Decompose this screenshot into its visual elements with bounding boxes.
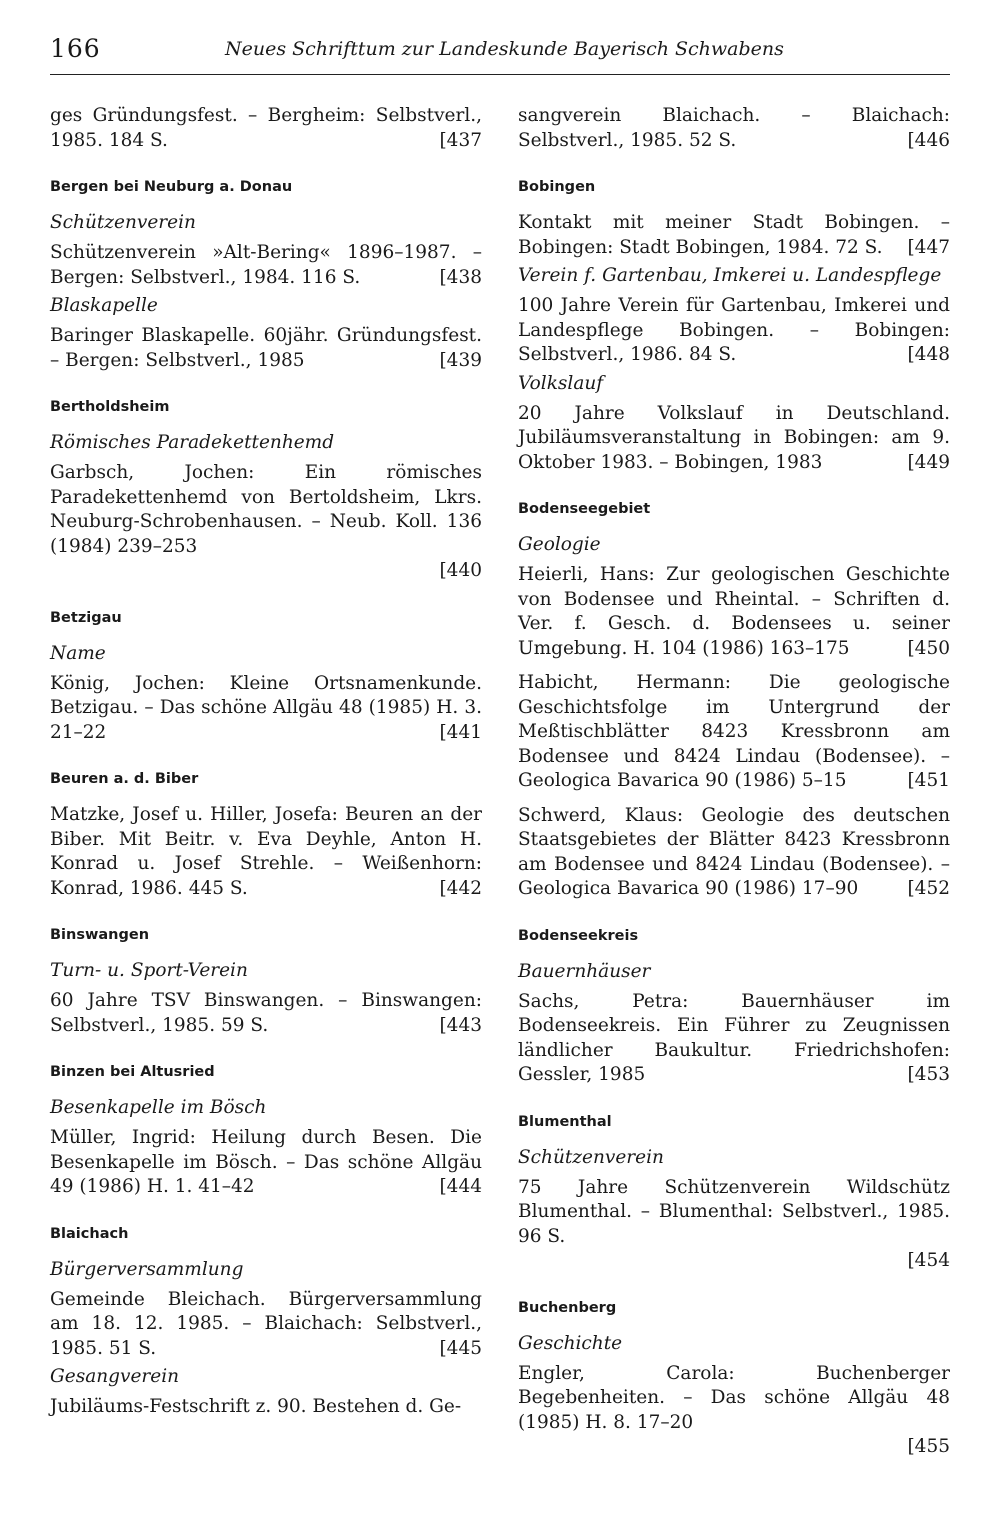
- entry-text: Jubiläums-Festschrift z. 90. Bestehen d. Ge-: [50, 1396, 462, 1417]
- bib-entry-437: [50, 104, 482, 153]
- entry-text: Schwerd, Klaus: Geologie des deutschen Staatsgebietes der Blätter 8423 Kressbronn am Bodensee und 8424 Lindau (Bodensee). – Geologica Bavarica 90 (1986) 17–90: [518, 804, 950, 899]
- entry-number: [437: [439, 129, 482, 151]
- entry-number: [444: [439, 1176, 482, 1197]
- subject-heading: Bürgerversammlung: [50, 1258, 244, 1280]
- bib-entry-453: [518, 990, 950, 1088]
- entry-number: [443: [439, 1014, 482, 1036]
- entry-text: 100 Jahre Verein für Gartenbau, Imkerei und Landespflege Bobingen. – Bobingen: Selbstverl., 1986. 84 S.: [518, 295, 950, 365]
- entry-text: Sachs, Petra: Bauernhäuser im Bodenseekreis. Ein Führer zu Zeugnissen ländlicher Baukultur. Friedrichshofen: Gessler, 1985: [518, 990, 950, 1085]
- place-heading: Blumenthal: [518, 1113, 612, 1130]
- bib-entry-442: [50, 803, 482, 901]
- entry-number: [455: [907, 1436, 950, 1457]
- subject-heading: Name: [50, 642, 106, 664]
- bib-entry-441: [50, 672, 482, 746]
- place-heading: Bobingen: [518, 179, 596, 195]
- left-column: [50, 104, 482, 1420]
- place-heading: Buchenberg: [518, 1299, 617, 1316]
- entry-number: [453: [907, 1064, 950, 1085]
- place-heading: Betzigau: [50, 609, 122, 626]
- subject-heading: Geologie: [518, 534, 601, 555]
- bib-entry-439: [50, 324, 482, 373]
- subject-heading: Turn- u. Sport-Verein: [50, 960, 248, 981]
- entry-text: Matzke, Josef u. Hiller, Josefa: Beuren an der Biber. Mit Beitr. v. Eva Deyhle, Anton H. Konrad u. Josef Strehle. – Weißenhorn: Konrad, 1986. 445 S.: [50, 804, 482, 899]
- bib-entry-446-end: [518, 104, 950, 153]
- page-number: 166: [50, 34, 101, 63]
- subject-heading: Schützenverein: [518, 1146, 664, 1168]
- subject-heading: Verein f. Gartenbau, Imkerei u. Landespflege: [518, 265, 942, 286]
- subject-heading: Römisches Paradekettenhemd: [50, 432, 335, 453]
- entry-text: 75 Jahre Schützenverein Wildschütz Blumenthal. – Blumenthal: Selbstverl., 1985. 96 S.: [518, 1176, 950, 1247]
- entry-text: Baringer Blaskapelle. 60jähr. Gründungsfest. – Bergen: Selbstverl., 1985: [50, 325, 482, 371]
- subject-heading: Gesangverein: [50, 1366, 180, 1387]
- bib-entry-455: [518, 1362, 950, 1460]
- bib-entry-438: [50, 241, 482, 290]
- entry-number: [441: [439, 721, 482, 743]
- subject-heading: Blaskapelle: [50, 295, 158, 316]
- bib-entry-449: [518, 402, 950, 476]
- entry-text: König, Jochen: Kleine Ortsnamenkunde. Betzigau. – Das schöne Allgäu 48 (1985) H. 3. 21–22: [50, 672, 482, 743]
- entry-number: [449: [907, 451, 950, 473]
- place-heading: Bodenseegebiet: [518, 501, 651, 517]
- entry-number: [440: [439, 560, 482, 581]
- entry-text: Habicht, Hermann: Die geologische Geschichtsfolge im Untergrund der Meßtischblätter 8423 Kressbronn am Bodensee und 8424 Lindau (Bodensee). – Geologica Bavarica 90 (1986) 5–15: [518, 672, 950, 791]
- entry-number: [450: [907, 637, 950, 659]
- page-header: [50, 30, 950, 75]
- entry-number: [452: [907, 878, 950, 899]
- entry-number: [446: [907, 129, 950, 151]
- entry-text: Engler, Carola: Buchenberger Begebenheiten. – Das schöne Allgäu 48 (1985) H. 8. 17–20: [518, 1362, 950, 1433]
- place-heading: Binzen bei Altusried: [50, 1064, 215, 1080]
- entry-text: Schützenverein »Alt-Bering« 1896–1987. – Bergen: Selbstverl., 1984. 116 S.: [50, 242, 482, 288]
- right-column: [518, 104, 950, 1460]
- entry-text: Gemeinde Bleichach. Bürgerversammlung am 18. 12. 1985. – Blaichach: Selbstverl., 1985. 51 S.: [50, 1288, 482, 1359]
- bib-entry-440: [50, 461, 482, 584]
- entry-text: sangverein Blaichach. – Blaichach: Selbstverl., 1985. 52 S.: [518, 105, 950, 151]
- entry-text: 20 Jahre Volkslauf in Deutschland. Jubiläumsveranstaltung in Bobingen: am 9. Oktober 1983. – Bobingen, 1983: [518, 402, 950, 473]
- bib-entry-447: [518, 211, 950, 260]
- bib-entry-448: [518, 294, 950, 368]
- running-title: Neues Schrifttum zur Landeskunde Bayerisch Schwabens: [225, 38, 784, 60]
- place-heading: Bodenseekreis: [518, 927, 639, 944]
- bib-entry-446-start: [50, 1395, 482, 1420]
- place-heading: Bergen bei Neuburg a. Donau: [50, 179, 293, 195]
- entry-number: [448: [907, 344, 950, 365]
- entry-text: Garbsch, Jochen: Ein römisches Paradekettenhemd von Bertoldsheim, Lkrs. Neuburg-Schrobenhausen. – Neub. Koll. 136 (1984) 239–253: [50, 462, 482, 557]
- subject-heading: Geschichte: [518, 1332, 623, 1354]
- bib-entry-452: [518, 804, 950, 902]
- subject-heading: Bauernhäuser: [518, 960, 651, 982]
- place-heading: Blaichach: [50, 1225, 129, 1242]
- entry-text: Müller, Ingrid: Heilung durch Besen. Die Besenkapelle im Bösch. – Das schöne Allgäu 49 (1986) H. 1. 41–42: [50, 1127, 482, 1197]
- bib-entry-443: [50, 989, 482, 1038]
- place-heading: Binswangen: [50, 927, 150, 943]
- entry-number: [447: [907, 236, 950, 258]
- entry-number: [439: [439, 349, 482, 371]
- entry-number: [442: [439, 877, 482, 899]
- bib-entry-444: [50, 1126, 482, 1200]
- entry-number: [445: [439, 1337, 482, 1359]
- bib-entry-450: [518, 563, 950, 661]
- bib-entry-451: [518, 671, 950, 794]
- entry-number: [451: [907, 770, 950, 791]
- subject-heading: Volkslauf: [518, 372, 604, 394]
- place-heading: Bertholdsheim: [50, 399, 170, 415]
- entry-text: 60 Jahre TSV Binswangen. – Binswangen: Selbstverl., 1985. 59 S.: [50, 990, 482, 1036]
- subject-heading: Besenkapelle im Bösch: [50, 1097, 267, 1118]
- bib-entry-454: [518, 1176, 950, 1274]
- entry-number: [438: [439, 266, 482, 288]
- bib-entry-445: [50, 1288, 482, 1362]
- entry-number: [454: [907, 1250, 950, 1271]
- place-heading: Beuren a. d. Biber: [50, 771, 199, 787]
- entry-text: ges Gründungsfest. – Bergheim: Selbstverl., 1985. 184 S.: [50, 105, 482, 151]
- subject-heading: Schützenverein: [50, 212, 196, 233]
- entry-text: Kontakt mit meiner Stadt Bobingen. – Bobingen: Stadt Bobingen, 1984. 72 S.: [518, 212, 950, 258]
- entry-text: Heierli, Hans: Zur geologischen Geschichte von Bodensee und Rheintal. – Schriften d. Ver. f. Gesch. d. Bodensees u. seiner Umgebung. H. 104 (1986) 163–175: [518, 564, 950, 659]
